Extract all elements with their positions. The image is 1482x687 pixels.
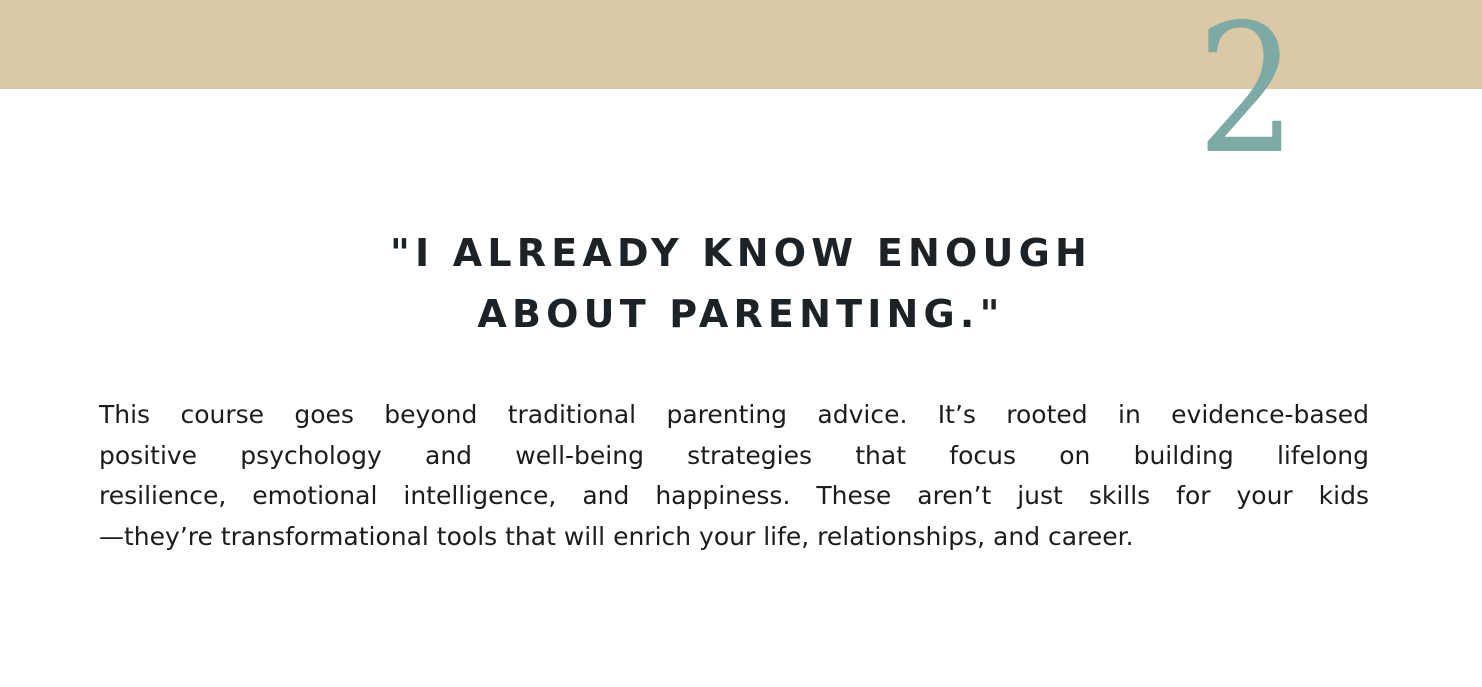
body-line-2: positive psychology and well-being strategies that focus on building lifelong (99, 440, 1369, 470)
section-heading (200, 223, 1282, 345)
section-number: 2 (1196, 0, 1294, 193)
body-line-1: This course goes beyond traditional parenting advice. It’s rooted in evidence-based (99, 400, 1369, 429)
body-line-3: resilience, emotional intelligence, and happiness. These aren’t just skills for your kids (99, 481, 1369, 510)
section-body (99, 395, 1369, 557)
heading-line-2: ABOUT PARENTING." (477, 292, 1005, 336)
body-line-4: —they’re transformational tools that will enrich your life, relationships, and career. (99, 521, 1134, 551)
heading-line-1: "I ALREADY KNOW ENOUGH (390, 231, 1092, 275)
